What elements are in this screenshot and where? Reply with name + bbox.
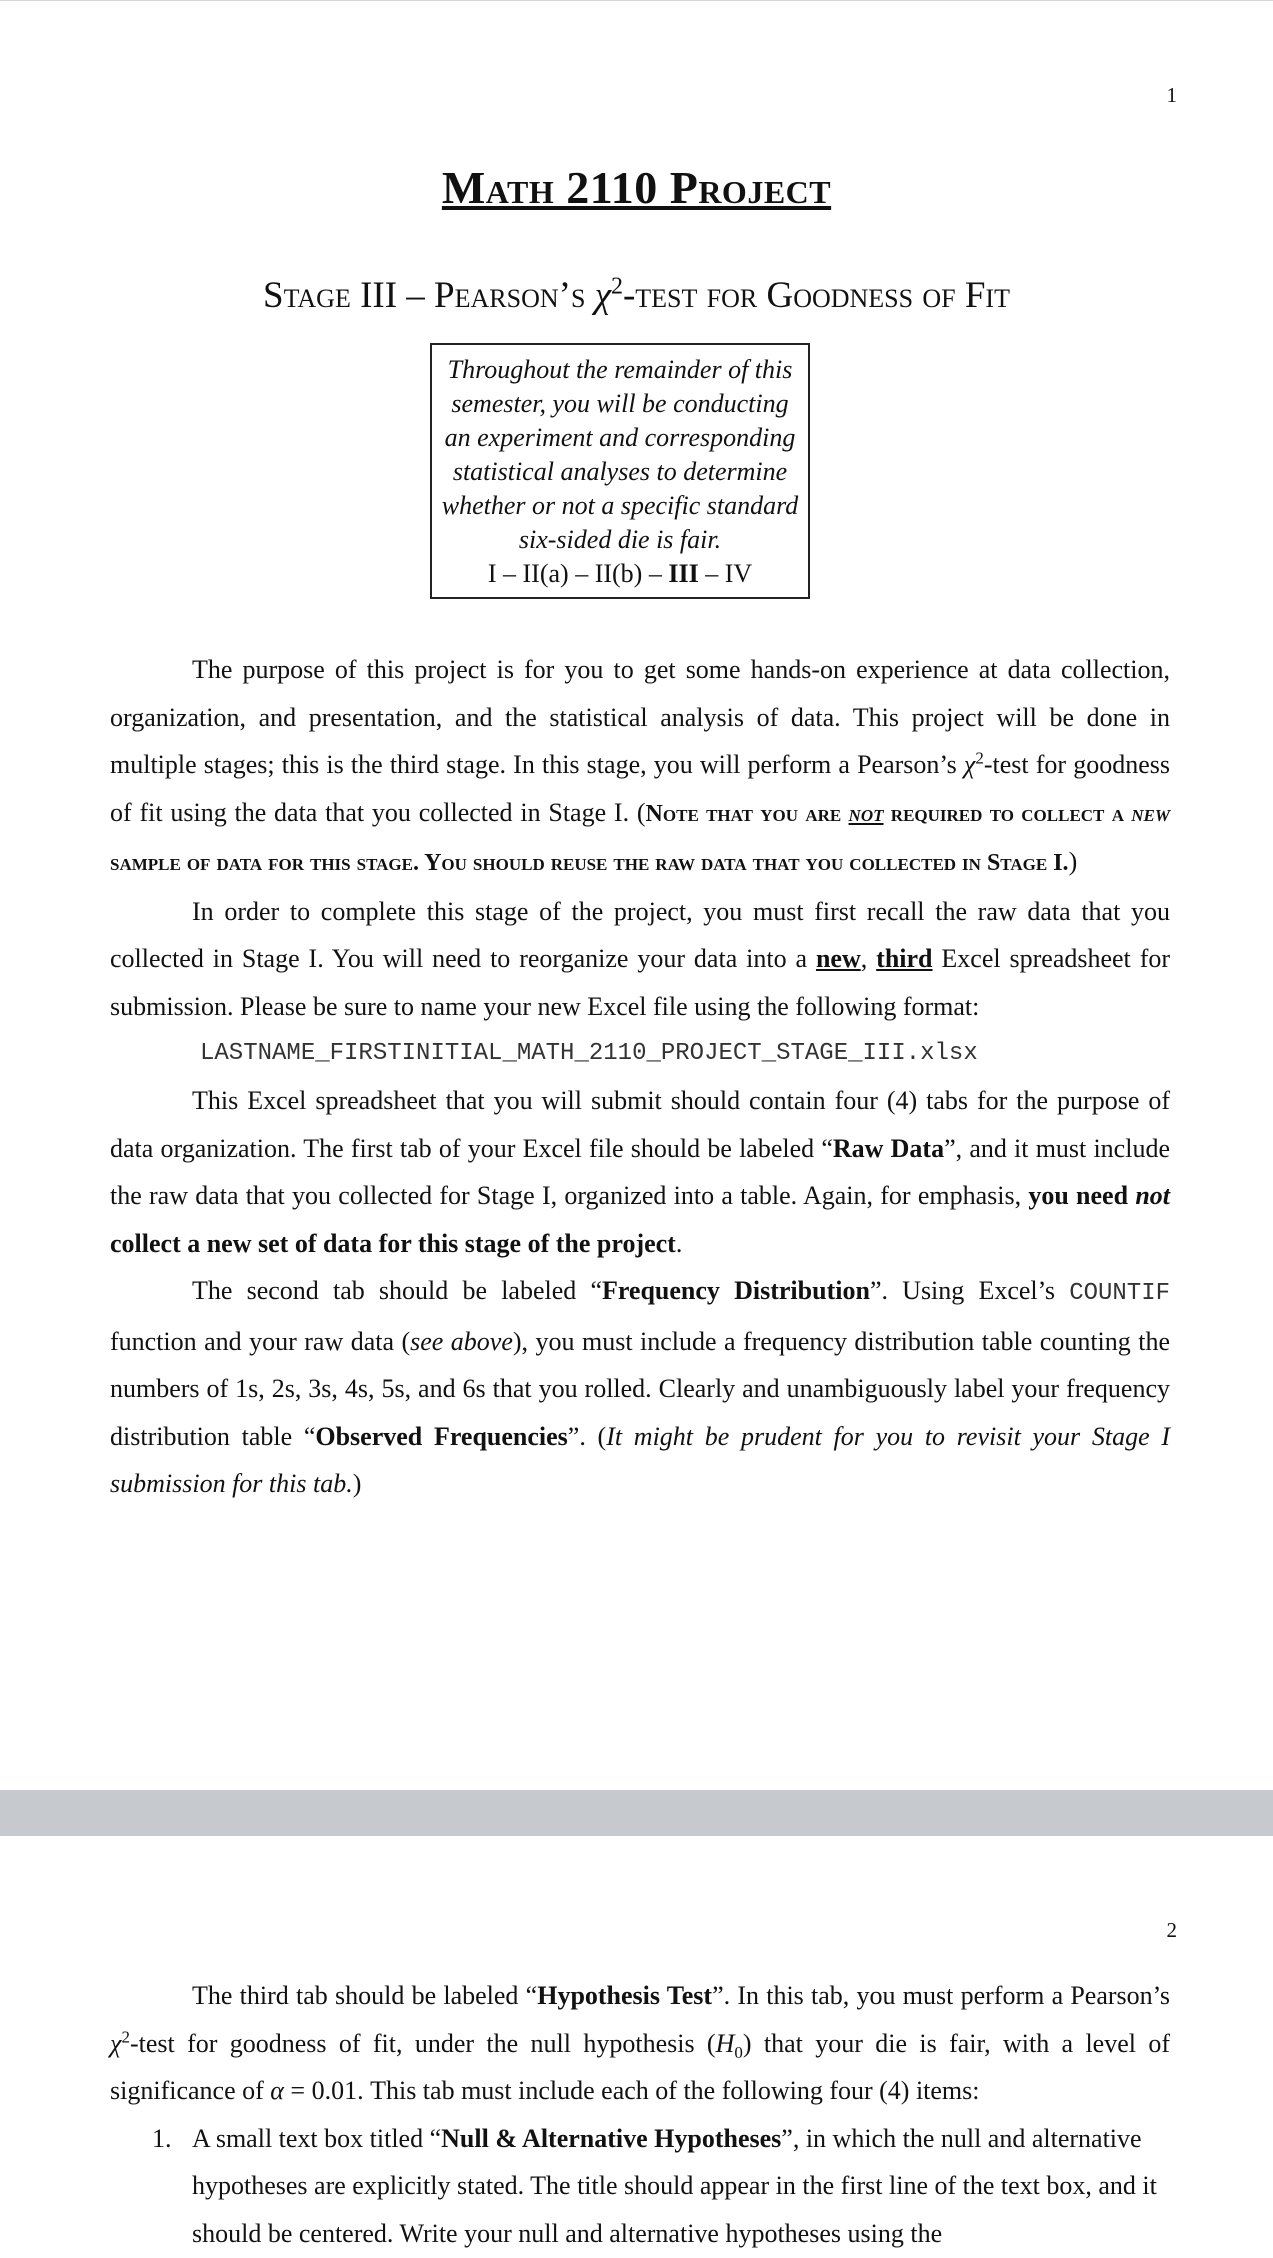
text: Excel spreadsheet for submission. Please be sure to name your new Excel file using the following format: — [110, 944, 1171, 1021]
text: ), you must include a frequency distribution table counting the numbers of 1s, 2s, 3s, 4s, 5s, and 6s that you rolled. Clearly and unambiguously label your frequency distribution table “ — [110, 1326, 1170, 1451]
text: ”. ( — [567, 1421, 607, 1451]
text: ) — [352, 1469, 362, 1498]
page-number: 2 — [1166, 1918, 1177, 1942]
emphasis-new: new — [815, 944, 861, 973]
label-observed: Observed Frequencies — [315, 1421, 568, 1451]
h-subscript: 0 — [734, 2042, 743, 2062]
stages-pre: I – II(a) – II(b) – — [487, 559, 669, 588]
subtitle-pre: Stage III – Pearson’s — [263, 275, 595, 316]
text: In order to complete this stage of the project, you must first recall the raw data that you collected in Stage I. You will need to reorganize your data into a — [110, 896, 1170, 973]
note-text: Note that you are — [645, 800, 849, 827]
text: ) that your die is fair, with a level of significance of — [110, 2028, 1170, 2105]
text: The purpose of this project is for you to get some hands-on experience at data collection, organization, and presentation, and the statistical analysis of data. This project will be done in multiple stages; this is the third stage. In this stage, you will perform a Pearson’s — [110, 655, 1170, 779]
tab-name-raw-data: Raw Data — [832, 1133, 945, 1163]
box-line: statistical analyses to determine — [452, 457, 788, 486]
filename-format: LASTNAME_FIRSTINITIAL_MATH_2110_PROJECT_STAGE_III.xlsx — [200, 1040, 978, 1067]
stages-post: – IV — [698, 559, 753, 588]
text: ”, and it must include the raw data that you collected for Stage I, organized into a table. Again, for emphasis, — [110, 1133, 1170, 1210]
list-item — [110, 2115, 1170, 2258]
paragraph-instructions — [110, 888, 1170, 1031]
text: ”. In this tab, you must perform a Pearson’s — [712, 1981, 1171, 2010]
text: , — [860, 944, 877, 973]
note-emphasis: not — [848, 800, 884, 827]
chi-exponent: 2 — [975, 748, 984, 768]
chi-exponent: 2 — [610, 273, 623, 300]
h-symbol: H — [715, 2028, 735, 2058]
emphasis-third: third — [876, 944, 933, 973]
emphasis-text: collect a new set of data for this stage of the project — [110, 1228, 676, 1258]
box-line: an experiment and corresponding — [444, 423, 796, 452]
note-emphasis: new — [1131, 800, 1170, 827]
text: -test for goodness of fit using the data that you collected in Stage I. ( — [110, 750, 1170, 827]
tab-name-frequency: Frequency Distribution — [601, 1276, 870, 1305]
textbox-title: Null & Alternative Hypotheses — [441, 2123, 782, 2153]
items-list — [110, 2115, 1170, 2258]
text: The second tab should be labeled “ — [192, 1276, 602, 1305]
function-countif: COUNTIF — [1069, 1280, 1171, 1307]
tab-name-hypothesis: Hypothesis Test — [537, 1981, 713, 2010]
text: ”, in which the null and alternative hypotheses are explicitly stated. The title should appear in the first line of the text box, and it should be centered. Write your null and alternative hypotheses using the — [192, 2123, 1157, 2248]
box-line: six-sided die is fair. — [518, 525, 722, 554]
chi-symbol: χ — [963, 750, 976, 779]
text: = 0.01. This tab must include each of the following four (4) items: — [283, 2076, 980, 2105]
text: A small text box titled “ — [192, 2123, 442, 2153]
page1-body — [110, 646, 1170, 1508]
box-line: whether or not a specific standard — [441, 491, 799, 520]
stage-progress — [432, 557, 808, 591]
box-line: Throughout the remainder of this — [447, 355, 793, 384]
chi-exponent: 2 — [121, 2026, 130, 2046]
chi-symbol: χ — [594, 275, 611, 316]
page-separator — [0, 1790, 1273, 1836]
box-line: semester, you will be conducting — [451, 389, 789, 418]
text: The third tab should be labeled “ — [192, 1981, 538, 2010]
page2-body — [110, 1972, 1170, 2257]
emphasis-not: not — [1135, 1181, 1170, 1210]
document-title: Math 2110 Project — [441, 162, 832, 213]
text: This Excel spreadsheet that you will submit should contain four (4) tabs for the purpose of data organization. The first tab of your Excel file should be labeled “ — [110, 1086, 1170, 1163]
italic-text: It might be prudent for you to revisit your Stage I submission for this tab. — [110, 1421, 1170, 1498]
document-page-2 — [0, 1836, 1273, 2258]
text: function and your raw data ( — [110, 1326, 411, 1356]
text: ”. Using Excel’s — [869, 1276, 1070, 1305]
info-box — [430, 343, 810, 599]
chi-symbol: χ — [110, 2028, 122, 2058]
note-text: sample of data for this stage. You should reuse the raw data that you collected in Stage I. — [110, 850, 1069, 876]
page-number: 1 — [1166, 83, 1177, 107]
paragraph-purpose — [110, 646, 1170, 888]
emphasis-text: you need — [1028, 1181, 1136, 1210]
subtitle-post: -test for Goodness of Fit — [622, 275, 1010, 316]
item-number: 1. — [152, 2123, 172, 2153]
paragraph-tabs — [110, 1077, 1170, 1267]
stages-current: III — [668, 559, 699, 588]
alpha-symbol: α — [270, 2076, 284, 2105]
paragraph-frequency — [110, 1267, 1170, 1508]
note-text: required to collect a — [883, 800, 1132, 827]
text: ) — [1068, 847, 1078, 876]
text: . — [675, 1228, 683, 1258]
paragraph-hypothesis — [110, 1972, 1170, 2115]
document-subtitle — [0, 274, 1273, 317]
text: -test for goodness of fit, under the null hypothesis ( — [129, 2028, 716, 2058]
italic-text: see above — [410, 1326, 513, 1356]
